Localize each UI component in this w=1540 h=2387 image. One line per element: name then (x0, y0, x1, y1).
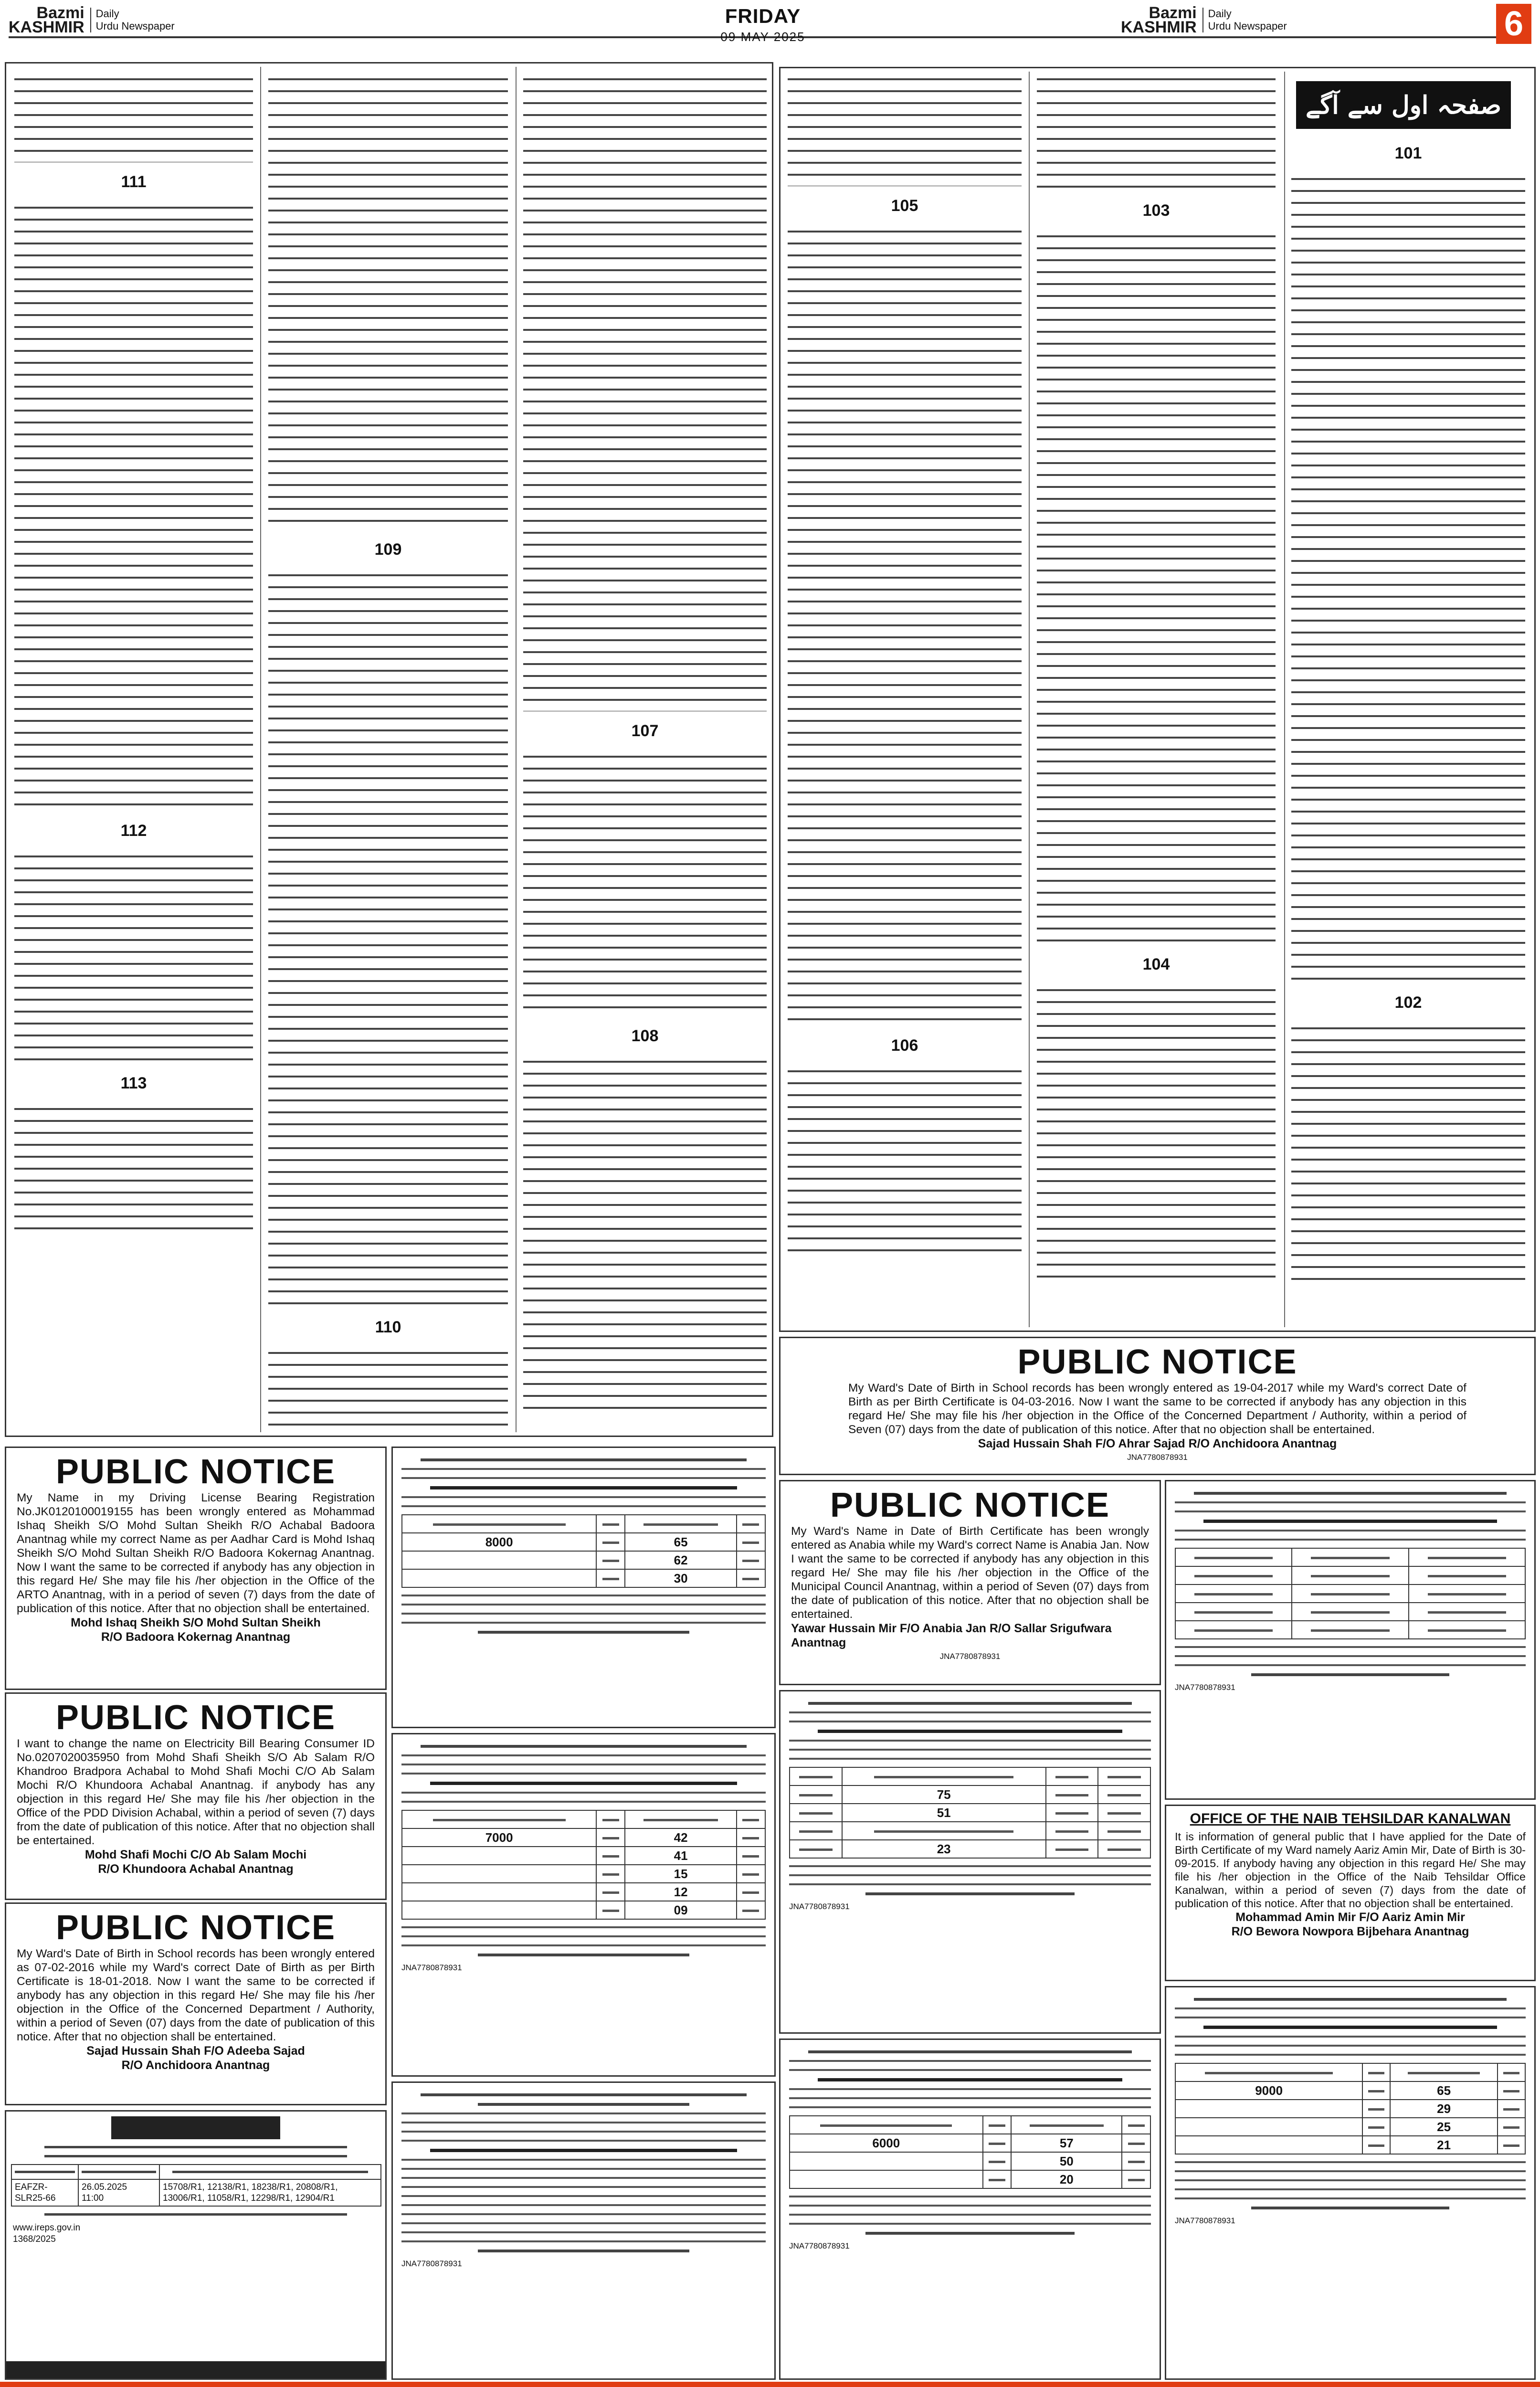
tehsildar-notice-3 (779, 1690, 1161, 2034)
front-page-continued-banner: صفحہ اول سے آگے (1296, 81, 1511, 129)
notice-signatory: Mohammad Amin Mir F/O Aariz Amin Mir (1235, 1911, 1465, 1924)
text-block (14, 1101, 253, 1235)
brand-bottom: KASHMIR (9, 18, 84, 36)
notice-signatory: Yawar Hussain Mir F/O Anabia Jan R/O Sallar Srigufwara Anantnag (791, 1622, 1112, 1649)
family-table (1175, 2063, 1526, 2155)
text-column-1 (14, 72, 253, 1432)
tag-daily: Daily (95, 8, 119, 20)
text-column-2 (268, 72, 508, 1432)
masthead-date (629, 5, 897, 44)
public-notice-school-dob (5, 1902, 387, 2105)
tehsildar-notice-5 (1165, 1480, 1536, 1800)
item-number: 112 (120, 822, 147, 840)
text-block (788, 224, 1022, 1026)
age-value: 57 (1011, 2134, 1122, 2152)
age-value: 50 (1011, 2152, 1122, 2170)
notice-body: My Name in my Driving License Bearing Registration No.JK0120100019155 has been wrongly entered as Mohammad Ishaq Sheikh S/O Mohd Sultan Sheikh R/O Achabal Badoora Anantnag while my correct Name as per Aadhar Card is Mohd Ishaq Sheikh S/O Mohd Sultan Sheikh R/O Badoora Kokernag Anantnag. Now I want the same to be corrected if anybody has any objection in this regard He/ She may file his /her objection in the Office of the ARTO Anantnag, with in a period of seven (7) days from the date of publication of this notice. After that no objection shall be entertained. (17, 1491, 375, 1615)
form-reference: JNA7780878931 (1175, 1683, 1235, 1692)
notice-title: PUBLIC NOTICE (1017, 1343, 1297, 1381)
age-value: 29 (1390, 2100, 1498, 2118)
tehsildar-notice-6 (1165, 1986, 1536, 2380)
age-value: 62 (625, 1551, 737, 1569)
text-block (788, 1064, 1022, 1255)
income-value: 6000 (790, 2134, 983, 2152)
notice-body: I want to change the name on Electricity Bill Bearing Consumer ID No.0207020035950 from Mohd Shafi Sheikh S/O Ab Salam R/O Khandroo Bradpora Achabal to Mohd Shafi Mochi C/O Ab Salam Mochi R/O Khundoora Achabal Anantnag. if anybody has any objection in this regard He/ She may file his /her objection in the Office of the PDD Division Achabal, within a period of seven (7) days from the date of publication of this notice. After that no objection shall be entertained. (17, 1737, 375, 1847)
page-number: 6 (1496, 4, 1531, 44)
executive-magistrate-notice (391, 2081, 776, 2380)
item-number: 104 (1142, 955, 1170, 973)
age-value: 23 (842, 1840, 1046, 1858)
public-notice-driving-license (5, 1447, 387, 1690)
text-block (1291, 171, 1525, 983)
masthead-right-brand (1121, 6, 1287, 34)
text-block (788, 72, 1022, 186)
tender-date-time (78, 2179, 159, 2206)
income-value: 9000 (1175, 2081, 1362, 2100)
item-number: 103 (1142, 201, 1170, 220)
railway-footer-bar (6, 2361, 385, 2378)
family-table (401, 1514, 766, 1588)
column-divider (1284, 72, 1285, 1327)
tag-urdu: Urdu Newspaper (95, 20, 175, 32)
text-block (268, 568, 508, 1308)
bottom-bar (0, 2382, 1540, 2387)
brand-top: Bazmi (1149, 4, 1197, 22)
item-number: 108 (631, 1027, 659, 1045)
notice-body: My Ward's Date of Birth in School records has been wrongly entered as 19-04-2017 while my Ward's correct Date of Birth as per Birth Certificate is 04-03-2016. Now I want the same to be corrected if anybody has any objection in this regard He/ She may file his /her objection in the Office of the Concerned Department / Authority, within a period of Seven (07) days from the date of publication of this notice. After that no objection shall be entertained. (848, 1382, 1466, 1436)
item-number: 107 (631, 722, 659, 740)
masthead-left-brand (9, 6, 175, 34)
item-number: 102 (1394, 993, 1422, 1012)
item-number: 101 (1394, 144, 1422, 162)
age-value: 21 (1390, 2136, 1498, 2154)
tender-code: EAFZR-SLR25-66 (11, 2179, 78, 2206)
text-block (14, 200, 253, 811)
column-divider (1029, 72, 1030, 1327)
form-reference: JNA7780878931 (1175, 2216, 1235, 2225)
public-notice-electricity-bill (5, 1692, 387, 1900)
tehsildar-notice-2 (391, 1733, 776, 2077)
age-value: 25 (1390, 2118, 1498, 2136)
tender-items: 15708/R1, 12138/R1, 18238/R1, 20808/R1, 13006/R1, 11058/R1, 12298/R1, 12904/R1 (159, 2179, 381, 2206)
notice-signatory: Sajad Hussain Shah F/O Adeeba Sajad (86, 2044, 305, 2058)
age-value: 42 (625, 1828, 737, 1847)
tag-urdu: Urdu Newspaper (1208, 20, 1287, 32)
family-table (789, 2115, 1151, 2189)
text-column-3 (523, 72, 767, 1432)
family-table (401, 1810, 766, 1920)
item-number: 105 (891, 197, 918, 215)
railway-website[interactable]: www.ireps.gov.in (13, 2223, 81, 2233)
notice-title: PUBLIC NOTICE (55, 1909, 336, 1947)
railway-header (111, 2116, 280, 2139)
text-block (14, 72, 253, 162)
notice-title: PUBLIC NOTICE (55, 1699, 336, 1737)
notice-signatory: Sajad Hussain Shah F/O Ahrar Sajad R/O Anchidoora Anantnag (978, 1437, 1337, 1450)
notice-title: PUBLIC NOTICE (830, 1486, 1110, 1524)
naib-tehsildar-notice (1165, 1805, 1536, 1981)
age-value: 65 (1390, 2081, 1498, 2100)
masthead (9, 4, 1531, 44)
northern-railway-tender-notice (5, 2110, 387, 2380)
notice-address: R/O Khundoora Achabal Anantnag (98, 1862, 294, 1876)
text-block (523, 1054, 767, 1417)
notice-body: My Ward's Date of Birth in School records has been wrongly entered as 07-02-2016 while my Ward's correct Date of Birth as per Birth Certificate is 18-01-2018. Now I want the same to be corrected if anybody has any objection in this regard He/ She may file his /her objection in the Office of the Concerned Department / Authority, within a period of Seven (07) days from the date of publication of this notice. After that no objection shall be entertained. (17, 1947, 375, 2043)
age-value: 41 (625, 1847, 737, 1865)
text-block (268, 72, 508, 530)
item-number: 106 (891, 1036, 918, 1055)
age-value: 65 (625, 1533, 737, 1551)
railway-ref-no: 1368/2025 (13, 2234, 56, 2244)
notice-reference: JNA7780878931 (939, 1652, 1001, 1661)
age-value: 30 (625, 1569, 737, 1587)
family-table (789, 1767, 1151, 1859)
text-column-5 (1037, 72, 1276, 1327)
text-block (1037, 229, 1276, 945)
public-notice-ward-dob (779, 1337, 1536, 1475)
tender-time: 11:00 (82, 2193, 104, 2203)
age-value: 09 (625, 1901, 737, 1919)
notice-signatory: Mohd Ishaq Sheikh S/O Mohd Sultan Sheikh (71, 1616, 321, 1629)
text-block (1037, 72, 1276, 191)
tender-date: 26.05.2025 (82, 2182, 127, 2192)
age-value: 75 (842, 1785, 1046, 1804)
text-block (1037, 982, 1276, 1278)
age-value: 51 (842, 1804, 1046, 1822)
age-value: 12 (625, 1883, 737, 1901)
text-block (1291, 1021, 1525, 1288)
issue-date: 09 MAY 2025 (720, 30, 805, 44)
notice-reference: JNA7780878931 (1127, 1453, 1188, 1462)
text-column-6 (1291, 134, 1525, 1327)
text-block (14, 849, 253, 1064)
column-divider (260, 67, 261, 1432)
notice-title: PUBLIC NOTICE (55, 1453, 336, 1491)
notice-title: OFFICE OF THE NAIB TEHSILDAR KANALWAN (1190, 1811, 1511, 1827)
age-value: 20 (1011, 2170, 1122, 2188)
text-block (523, 749, 767, 1016)
text-block (523, 72, 767, 711)
item-number: 110 (375, 1318, 401, 1336)
notice-address: R/O Bewora Nowpora Bijbehara Anantnag (1231, 1925, 1469, 1938)
brand-bottom: KASHMIR (1121, 18, 1197, 36)
tehsildar-notice-4 (779, 2038, 1161, 2380)
text-block (268, 1345, 508, 1432)
tag-daily: Daily (1208, 8, 1232, 20)
tehsildar-notice-1 (391, 1447, 776, 1728)
notice-address: R/O Anchidoora Anantnag (121, 2059, 270, 2072)
column-divider (516, 67, 517, 1432)
item-number: 109 (374, 540, 402, 559)
issue-day: FRIDAY (725, 5, 801, 27)
form-reference: JNA7780878931 (401, 1963, 462, 1972)
family-table (1175, 1548, 1526, 1639)
public-notice-name-correction (779, 1480, 1161, 1685)
item-number: 113 (120, 1074, 147, 1092)
form-reference: JNA7780878931 (789, 2241, 850, 2250)
item-number: 111 (121, 173, 147, 191)
notice-body: My Ward's Name in Date of Birth Certificate has been wrongly entered as Anabia while my Ward's correct Name is Anabia Jan. Now I want the same to be corrected if anybody has any objection in this regard He/ She may file his /her objection in the Office of the Municipal Council Anantnag, within a period of Seven (07) days from the date of publication of this notice. After that no objection shall be entertained. (791, 1525, 1150, 1621)
notice-signatory: Mohd Shafi Mochi C/O Ab Salam Mochi (84, 1848, 307, 1861)
notice-address: R/O Badoora Kokernag Anantnag (101, 1630, 291, 1644)
brand-top: Bazmi (36, 4, 84, 22)
notice-body: It is information of general public that I have applied for the Date of Birth Certificate of my Ward namely Aariz Amin Mir, Date of Birth is 30-09-2015. If anybody having any objection in this regard He/ She may file his /her objection in the Office of the Naib Tehsildar Office Kanalwan, within a period of seven (7) days from the date of publication of this notice. After that no objection shall be entertained. (1175, 1830, 1526, 1910)
tender-table (11, 2164, 381, 2207)
text-column-4 (788, 72, 1022, 1327)
form-reference: JNA7780878931 (401, 2259, 462, 2268)
income-value: 8000 (402, 1533, 596, 1551)
age-value: 15 (625, 1865, 737, 1883)
form-reference: JNA7780878931 (789, 1902, 850, 1911)
income-value: 7000 (402, 1828, 596, 1847)
